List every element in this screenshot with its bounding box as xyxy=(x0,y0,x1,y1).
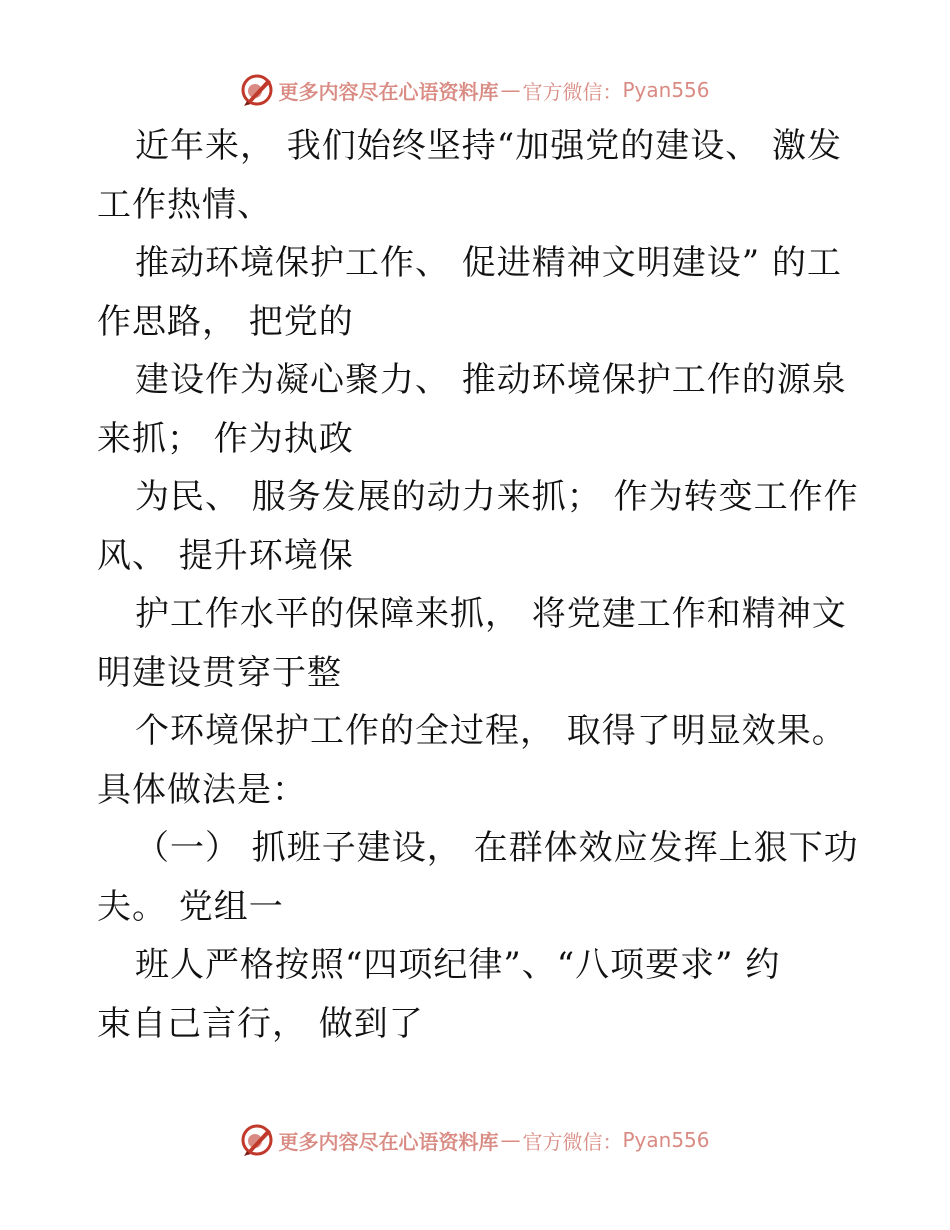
banner-main-text: 更多内容尽在心语资料库 xyxy=(278,79,499,104)
body-line: 束自己言行， 做到了 xyxy=(97,1003,424,1044)
body-line: 个环境保护工作的全过程， 取得了明显效果。 xyxy=(135,711,847,751)
body-line: 明建设贯穿于整 xyxy=(97,652,342,693)
banner-wechat-id: Pyan556 xyxy=(622,78,710,102)
banner-main-text: 更多内容尽在心语资料库 xyxy=(278,1129,499,1154)
banner-dash: — xyxy=(500,78,521,102)
banner-wechat-label: 官方微信： xyxy=(522,1129,623,1154)
pen-logo-icon xyxy=(240,1123,274,1157)
body-line: 护工作水平的保障来抓， 将党建工作和精神文 xyxy=(135,594,847,634)
body-line: 夫。 党组一 xyxy=(97,886,284,927)
body-line: 风、 提升环境保 xyxy=(97,535,354,576)
header-banner xyxy=(0,70,950,110)
document-body xyxy=(97,117,857,1053)
body-line: 工作热情、 xyxy=(97,184,272,225)
body-line: （一） 抓班子建设， 在群体效应发挥上狠下功 xyxy=(135,828,859,868)
body-line: 具体做法是： xyxy=(97,769,307,810)
pen-logo-icon xyxy=(240,73,274,107)
body-line: 推动环境保护工作、 促进精神文明建设” 的工 xyxy=(135,243,842,283)
body-line: 建设作为凝心聚力、 推动环境保护工作的源泉 xyxy=(135,360,847,400)
body-line: 作思路， 把党的 xyxy=(97,301,354,342)
body-line: 来抓； 作为执政 xyxy=(97,418,354,459)
banner-dash: — xyxy=(500,1128,521,1152)
body-line: 为民、 服务发展的动力来抓； 作为转变工作作 xyxy=(135,477,859,517)
footer-banner xyxy=(0,1120,950,1160)
body-line: 班人严格按照“四项纪律”、“八项要求” 约 xyxy=(135,945,781,985)
banner-wechat-id: Pyan556 xyxy=(622,1128,710,1152)
banner-wechat-label: 官方微信： xyxy=(522,79,623,104)
body-line: 近年来， 我们始终坚持“加强党的建设、 激发 xyxy=(135,126,842,166)
